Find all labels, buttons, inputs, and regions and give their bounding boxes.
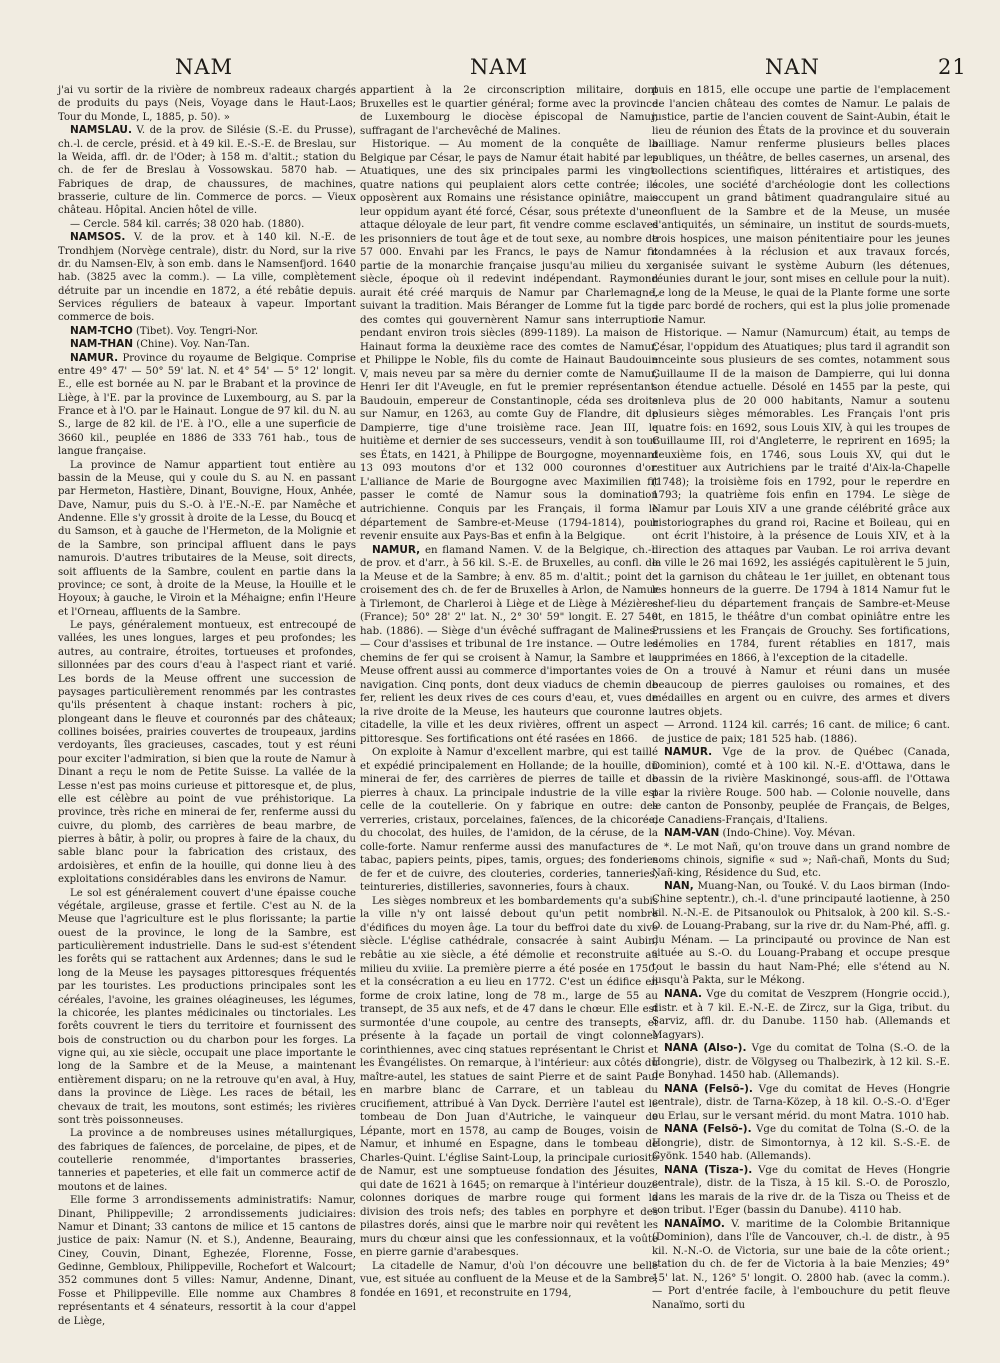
entry-headword: NAM-TCHO: [70, 324, 133, 337]
running-head-right: NAN: [765, 55, 820, 79]
entry-text: — Cercle. 584 kil. carrés; 38 020 hab. (1880).: [70, 218, 305, 230]
entry-text: Vge de la prov. de Québec (Canada, Dominion), comté et à 100 kil. N.-E. d'Ottawa, dans le bassin de la rivière Maskinongé, sous-affl. de l'Ottawa par la rivière Rouge. 500 hab. — Colonie nouvelle, dans le canton de Ponsonby, peuplée de Français, de Belges, de Canadiens-Français, d'Italiens.: [652, 747, 950, 826]
entry-text: Vge du comitat de Heves (Hongrie centrale), distr. de Tarna-Közep, à 18 kil. O.-S.-O. d'Eger ou Erlau, sur le versant mérid. du mont Matra. 1010 hab.: [652, 1083, 950, 1122]
running-head-left: NAM: [175, 55, 234, 79]
dictionary-entry: [652, 1123, 950, 1164]
dictionary-entry: [360, 895, 658, 1260]
entry-headword: NAMUR.: [664, 746, 713, 759]
entry-text: La citadelle de Namur, d'où l'on découvre une belle vue, est située au confluent de la Meuse et de la Sambre; fondée en 1691, et reconstruite en 1794,: [360, 1260, 658, 1299]
entry-text: Vge du comitat de Tolna (S.-O. de la Hongrie), distr. de Simontornya, à 12 kil. S.-S.-E. de Gyönk. 1540 hab. (Allemands).: [652, 1124, 951, 1163]
dictionary-entry: [652, 988, 950, 1042]
entry-text: Les sièges nombreux et les bombardements qu'a subis la ville n'y ont laissé debout qu'un petit nombre d'édifices du moyen âge. La tour du beffroi date du xive siècle. L'église cathédrale, consacrée à saint Aubin, rebâtie au xie siècle, a été démolie et reconstruite au milieu du xviiie. La première pierre a été posée en 1750, et la consécration a eu lieu en 1772. C'est un édifice en forme de croix latine, long de 78 m., large de 55 au transept, de 35 aux nefs, et de 47 dans le chœur. Elle est surmontée d'une coupole, au centre des transepts, et présente à la façade un portail de vingt colonnes corinthiennes, avec cinq statues représentant le Christ et les Évangélistes. On remarque, à l'intérieur: aux côtés du maître-autel, les statues de saint Pierre et de saint Paul en marbre blanc de Carrare, et un tableau du crucifiement, attribué à Van Dyck. Derrière l'autel est le tombeau de Don Juan d'Autriche, le vainqueur de Lépante, mort en 1578, au camp de Bouges, voisin de Namur, et inhumé en Espagne, dans le tombeau de Charles-Quint. L'église Saint-Loup, la principale curiosité de Namur, est une somptueuse fondation des Jésuites, qui date de 1621 à 1645; on remarque à l'intérieur douze colonnes doriques de marbre rouge qui forment la division des trois nefs; des tables en porphyre et des pilastres dorés, ainsi que le marbre noir qui revêtent les murs du chœur ainsi que les confessionnaux, et la voûte en pierre garnie d'arabesques.: [360, 895, 658, 1259]
entry-headword: NANA (Also-).: [664, 1042, 747, 1055]
entry-headword: NAN,: [664, 879, 694, 892]
entry-text: (Indo-Chine). Voy. Mévan.: [722, 828, 856, 840]
dictionary-entry: [652, 1042, 950, 1083]
dictionary-entry: [58, 218, 356, 231]
entry-headword: NANAÏMO.: [664, 1217, 725, 1230]
dictionary-entry: [652, 1218, 950, 1313]
dictionary-entry: [652, 665, 950, 719]
entry-headword: NAMUR.: [70, 351, 119, 364]
entry-text: On exploite à Namur d'excellent marbre, qui est taillé et expédié principalement en Hollande; de la houille, du minerai de fer, des carrières de pierres de taille et de pierres à chaux. La principale industrie de la ville est celle de la coutellerie. On y fabrique en outre: des verreries, cristaux, porcelaines, faïences, de la chicorée, du chocolat, des huiles, de l'amidon, de la céruse, de la colle-forte. Namur renferme aussi des manufactures de tabac, papiers peints, pipes, tamis, orgues; des fonderies de fer et de cuivre, des clouteries, corderies, tanneries, teintureries, distilleries, savonneries, fours à chaux.: [360, 747, 658, 894]
entry-text: (Chine). Voy. Nan-Tan.: [136, 339, 250, 351]
dictionary-entry: [652, 880, 950, 988]
entry-headword: NAM-VAN: [664, 827, 720, 840]
dictionary-entry: [652, 1083, 950, 1124]
entry-text: en flamand Namen. V. de la Belgique, ch.-l. de prov. et d'arr., à 56 kil. S.-E. de Bruxelles, au confl. de la Meuse et de la Sambre; à env. 85 m. d'altit.; point de croisement des ch. de fer de Bruxelles à Arlon, de Namur à Tirlemont, de Charleroi à Liège et de Liège à Mézières (France); 50° 28' 2" lat. N., 2° 30' 59" longit. E. 27 540 hab. (1886). — Siège d'un évêché suffragant de Malines. — Cour d'assises et tribunal de 1re instance. — Outre les chemins de fer qui se croisent à Namur, la Sambre et la Meuse offrent aussi au commerce d'importantes voies de navigation. Cinq ponts, dont deux viaducs de chemin de fer, relient les deux rives de ces cours d'eau, et, vues de la rive droite de la Meuse, les hauteurs que couronne la citadelle, la ville et les deux rivières, offrent un aspect pittoresque. Ses fortifications ont été rasées en 1866.: [360, 544, 658, 745]
dictionary-entry: [58, 619, 356, 887]
dictionary-entry: [58, 352, 356, 459]
dictionary-entry: [360, 84, 658, 138]
entry-text: Vge du comitat de Tolna (S.-O. de la Hongrie), distr. de Völgyseg ou Thalbezirk, à 12 kil. S.-E. de Bonyhad. 1450 hab. (Allemands).: [652, 1043, 950, 1082]
dictionary-entry: [58, 124, 356, 218]
entry-text: Le sol est généralement couvert d'une épaisse couche végétale, argileuse, grasse et fertile. C'est au N. de la Meuse que l'agriculture est le plus florissante; la partie ouest de la province, le long de la Sambre, est particulièrement industrielle. Dans le sud-est s'étendent les forêts qui se rattachent aux Ardennes; dans le sud le long de la Meuse les paysages pittoresques fréquentés par les touristes. Les productions principales sont les céréales, l'avoine, les graines oléagineuses, les légumes, la chicorée, les plantes médicinales ou tinctoriales. Les forêts couvrent le tiers du territoire et fournissent des bois de construction ou du charbon pour les forges. La vigne qui, au xie siècle, occupait une place importante le long de la Sambre et de la Meuse, a maintenant entièrement disparu; on ne la retrouve qu'en aval, à Huy, dans la province de Liège. Les races de bétail, les chevaux de trait, les moutons, sont estimés; les rivières sont très poissonneuses.: [58, 887, 356, 1126]
entry-text: *. Le mot Nañ, qu'on trouve dans un grand nombre de noms chinois, signifie « sud »; Nañ-chañ, Monts du Sud; Nañ-king, Résidence du Sud, etc.: [652, 841, 950, 879]
entry-text: (Tibet). Voy. Tengri-Nor.: [135, 325, 259, 337]
dictionary-entry: [652, 327, 950, 665]
entry-text: puis en 1815, elle occupe une partie de l'emplacement de l'ancien château des comtes de Namur. Le palais de justice, partie de l'ancien couvent de Saint-Aubin, était le lieu de réunion des États de la province et du souverain bailliage. Namur renferme plusieurs belles places publiques, un théâtre, de belles casernes, un arsenal, des collections scientifiques, littéraires et artistiques, des écoles, une société d'archéologie dont les collections occupent un grand bâtiment quadrangulaire situé au confluent de la Sambre et de la Meuse, un musée d'antiquités, un séminaire, un institut de sourds-muets, trois hospices, une maison pénitentiaire pour les jeunes condamnées à la réclusion et aux travaux forcés, organisée suivant le système Auburn (les détenues, réunies durant le jour, sont mises en cellule pour la nuit). Le long de la Meuse, le quai de la Plante forme une sorte de parc bordé de rochers, qui est la plus jolie promenade de Namur.: [652, 85, 950, 326]
entry-text: j'ai vu sortir de la rivière de nombreux radeaux chargés de produits du pays (Neis, Voyage dans le Haut-Laos; Tour du Monde, L, 1885, p. 50). »: [58, 85, 356, 123]
dictionary-entry: [652, 746, 950, 827]
dictionary-entry: [58, 325, 356, 338]
entry-text: Muang-Nan, ou Touké. V. du Laos birman (Indo-Chine septentr.), ch.-l. d'une principauté laotienne, à 250 kil. N.-N.-E. de Pitsanoulok ou Phitsalok, à 200 kil. S.-S.-O. de Louang-Prabang, sur la rive dr. du Nam-Phé, affl. g. du Ménam. — La principauté ou province de Nan est située au S.-O. du Louang-Prabang et occupe presque tout le bassin du haut Nam-Phé; elle s'étend au N. jusqu'à Pakta, sur le Mékong.: [652, 880, 951, 987]
entry-headword: NANA (Felsö-).: [664, 1123, 752, 1136]
entry-text: Vge du comitat de Veszprem (Hongrie occid.), distr. et à 7 kil. E.-N.-E. de Zircz, sur la Giga, tribut. du Sarviz, affl. dr. du Danube. 1150 hab. (Allemands et Magyars).: [652, 989, 950, 1041]
dictionary-entry: [360, 544, 658, 747]
entry-headword: NAMUR,: [372, 543, 421, 556]
entry-text: Vge du comitat de Heves (Hongrie centrale), distr. de la Tisza, à 15 kil. S.-O. de Poroszlo, dans les marais de la rive dr. de la Tisza ou Theiss et de son tribut. l'Eger (bassin du Danube). 4110 hab.: [652, 1164, 950, 1217]
dictionary-entry: [58, 231, 356, 325]
entry-text: Province du royaume de Belgique. Comprise entre 49° 47' — 50° 59' lat. N. et 4° 54' — 5° 12' longit. E., elle est bornée au N. par le Brabant et la province de Liège, à l'E. par la province de Luxembourg, au S. par la France et à l'O. par le Hainaut. Longue de 97 kil. du N. au S., large de 82 kil. de l'E. à l'O., elle a une superficie de 3660 kil., peuplée en 1886 de 333 761 hab., tous de langue française.: [58, 352, 356, 458]
text-column-2: [360, 84, 658, 1300]
dictionary-entry: [58, 84, 356, 124]
dictionary-entry: [652, 84, 950, 327]
entry-text: — Arrond. 1124 kil. carrés; 16 cant. de milice; 6 cant. de justice de paix; 181 525 hab. (1886).: [652, 720, 950, 745]
dictionary-entry: [652, 841, 950, 880]
dictionary-entry: [360, 138, 658, 543]
dictionary-entry: [652, 827, 950, 841]
entry-headword: NANA (Tisza-).: [664, 1163, 753, 1176]
dictionary-entry: [58, 338, 356, 351]
dictionary-entry: [58, 1194, 356, 1328]
text-column-3: [652, 84, 950, 1312]
entry-headword: NANA (Felsö-).: [664, 1082, 753, 1095]
page-header: [0, 55, 1000, 87]
dictionary-entry: [652, 1164, 950, 1218]
dictionary-entry: [360, 1260, 658, 1301]
text-column-1: [58, 84, 356, 1328]
dictionary-entry: [360, 746, 658, 895]
dictionary-entry: [58, 887, 356, 1128]
entry-text: V. de la prov. de Silésie (S.-E. du Prusse), ch.-l. de cercle, présid. et à 49 kil. E.-S.-E. de Breslau, sur la Weida, affl. dr. de l'Oder; à 158 m. d'altit.; station du ch. de fer de Breslau à Vossowskau. 5870 hab. — Fabriques de drap, de chaussures, de machines, brasserie, culture de lin. Commerce de porcs. — Vieux château. Hôpital. Ancien hôtel de ville.: [58, 125, 356, 217]
entry-headword: NAMSLAU.: [70, 124, 132, 137]
dictionary-entry: [652, 719, 950, 746]
entry-text: La province a de nombreuses usines métallurgiques, des fabriques de faïences, de porcelaine, de pipes, et de coutellerie renommée, d'importantes brasseries, tanneries et papeteries, et elle fait un commerce actif de moutons et de laines.: [58, 1128, 356, 1193]
page-number: 21: [938, 55, 967, 79]
entry-headword: NANA.: [664, 988, 703, 1000]
entry-text: Le pays, généralement montueux, est entrecoupé de vallées, les unes longues, larges et peu profondes; les autres, au contraire, étroites, tortueuses et profondes, sillonnées par des cours d'eau à l'aspect riant et varié. Les bords de la Meuse offrent une succession de paysages particulièrement renommés par les contrastes qu'ils présentent à chaque instant: rochers à pic, plongeant dans le fleuve et couronnés par des châteaux; collines boisées, prairies couvertes de troupeaux, jardins verdoyants, îles gracieuses, cascades, tout y est réuni pour exciter l'admiration, si bien que la route de Namur à Dinant a reçu le nom de Petite Suisse. La vallée de la Lesse n'est pas moins curieuse et pittoresque et, de plus, elle est célèbre au point de vue préhistorique. La province, très riche en minerai de fer, renferme aussi du cuivre, du plomb, des carrières de beau marbre, de pierres à bâtir, à polir, ou propres à faire de la chaux, du sable blanc pour la fabrication des cristaux, des ardoisières, et enfin de la houille, qui donne lieu à des exploitations considérables dans les environs de Namur.: [58, 620, 356, 886]
entry-text: Historique. — Namur (Namurcum) était, au temps de César, l'oppidum des Atuatiques; plus tard il agrandit son enceinte sous plusieurs de ses comtes, notamment sous Guillaume II de la maison de Dampierre, qui lui donna son étendue actuelle. Désolé en 1455 par la peste, qui enleva plus de 20 000 habitants, Namur a soutenu plusieurs sièges mémorables. Les Français l'ont pris quatre fois: en 1692, sous Louis XIV, à qui les troupes de Guillaume III, roi d'Angleterre, le reprirent en 1695; la deuxième fois, en 1746, sous Louis XV, qui dut le restituer aux Autrichiens par le traité d'Aix-la-Chapelle (1748); la troisième fois en 1792, pour le reperdre en 1793; la quatrième fois enfin en 1794. Le siège de Namur par Louis XIV a une grande célébrité grâce aux historiographes du grand roi, Racine et Boileau, qui en ont écrit l'histoire, à la présence de Louis XIV, et à la direction des attaques par Vauban. Le roi arriva devant la ville le 26 mai 1692, les assiégés capitulèrent le 5 juin, et la garnison du château le 1er juillet, en obtenant tous les honneurs de la guerre. De 1794 à 1814 Namur fut le chef-lieu du département français de Sambre-et-Meuse et, en 1815, le théâtre d'un combat opiniâtre entre les Prussiens et les Français de Grouchy. Ses fortifications, démolies en 1784, furent rétablies en 1817, mais supprimées en 1866, à l'exception de la citadelle.: [652, 328, 950, 664]
entry-text: Historique. — Au moment de la conquête de la Belgique par César, le pays de Namur était habité par les Atuatiques, une des six principales parmi les vingt-quatre nations qui peuplaient alors cette contrée; ils opposèrent aux Romains une résistance opiniâtre, mais leur oppidum ayant été forcé, César, sous prétexte d'une attaque déloyale de leur part, fit vendre comme esclaves les prisonniers de tout âge et de tout sexe, au nombre de 57 000. Envahi par les Francs, le pays de Namur fit partie de la monarchie française jusqu'au milieu du xe siècle, époque où il redevint indépendant. Raymond aurait été créé marquis de Namur par Charlemagne, suivant la tradition. Mais Béranger de Lomme fut la tige des comtes qui gouvernèrent Namur sans interruption pendant environ trois siècles (899-1189). La maison de Hainaut forma la deuxième race des comtes de Namur, et Philippe le Noble, fils du comte de Hainaut Baudouin V, mais neveu par sa mère du dernier comte de Namur, Henri Ier dit l'Aveugle, en fut le premier représentant. Baudouin, empereur de Constantinople, céda ses droits sur Namur, en 1263, au comte Guy de Flandre, dit de Dampierre, tige d'une troisième race. Jean III, le huitième et dernier de ses successeurs, vendit à son tour ses États, en 1421, à Philippe de Bourgogne, moyennant 13 093 moutons d'or et 132 000 couronnes d'or. L'alliance de Marie de Bourgogne avec Maximilien fit passer le comté de Namur sous la domination autrichienne. Conquis par les Français, il forma le département de Sambre-et-Meuse (1794-1814), pour revenir ensuite aux Pays-Bas et enfin à la Belgique.: [360, 139, 658, 543]
entry-text: La province de Namur appartient tout entière au bassin de la Meuse, qui y coule du S. au N. en passant par Hermeton, Hastière, Dinant, Bouvigne, Houx, Anhée, Dave, Namur, puis du S.-O. à l'E.-N.-E. par Namêche et Andenne. Elle s'y grossit à droite de la Lesse, du Boucq et du Samson, et à gauche de l'Hermeton, de la Molignie et de la Sambre, son principal affluent dans le pays namurois. D'autres tributaires de la Meuse, soit directs, soit affluents de la Sambre, coulent en partie dans la province; ce sont, à droite de la Meuse, la Houille et le Hoyoux; à gauche, le Viroin et la Méhaigne; enfin l'Heure et l'Orneau, affluents de la Sambre.: [58, 459, 356, 618]
entry-text: V. de la prov. et à 140 kil. N.-E. de Trondhjem (Norvège centrale), distr. du Nord, sur la rive dr. du Namsen-Elv, à son emb. dans le Namsenfjord. 1640 hab. (3825 avec la comm.). — La ville, complètement détruite par un incendie en 1872, a été rebâtie depuis. Services réguliers de bateaux à vapeur. Important commerce de bois.: [58, 232, 356, 324]
entry-text: On a trouvé à Namur et réuni dans un musée beaucoup de pierres gauloises ou romaines, et des médailles en argent ou en cuivre, des armes et divers autres objets.: [652, 666, 950, 718]
entry-headword: NAMSOS.: [70, 231, 126, 244]
entry-headword: NAM-THAN: [70, 338, 134, 351]
running-head-center: NAM: [470, 55, 529, 79]
dictionary-entry: [58, 1127, 356, 1194]
entry-text: Elle forme 3 arrondissements administratifs: Namur, Dinant, Philippeville; 2 arrondissements judiciaires: Namur et Dinant; 33 cantons de milice et 15 cantons de justice de paix: Namur (N. et S.), Andenne, Beauraing, Ciney, Couvin, Dinant, Eghezée, Florenne, Fosse, Gedinne, Gembloux, Philippeville, Rochefort et Walcourt; 352 communes dont 5 villes: Namur, Andenne, Dinant, Fosse et Philippeville. Elle nomme aux Chambres 8 représentants et 4 sénateurs, ressortit à la cour d'appel de Liège,: [58, 1195, 356, 1327]
entry-text: V. maritime de la Colombie Britannique (Dominion), dans l'île de Vancouver, ch.-l. de distr., à 95 kil. N.-N.-O. de Victoria, sur une baie de la côte orient.; station du ch. de fer de Victoria à la baie Menzies; 49° 15' lat. N., 126° 5' longit. O. 2800 hab. (avec la comm.). — Port d'entrée facile, à l'embouchure du petit fleuve Nanaïmo, sorti du: [652, 1218, 950, 1311]
dictionary-entry: [58, 459, 356, 620]
entry-text: appartient à la 2e circonscription militaire, dont Bruxelles est le quartier général; forme avec la province de Luxembourg le diocèse épiscopal de Namur, suffragant de l'archevêché de Malines.: [360, 85, 658, 137]
